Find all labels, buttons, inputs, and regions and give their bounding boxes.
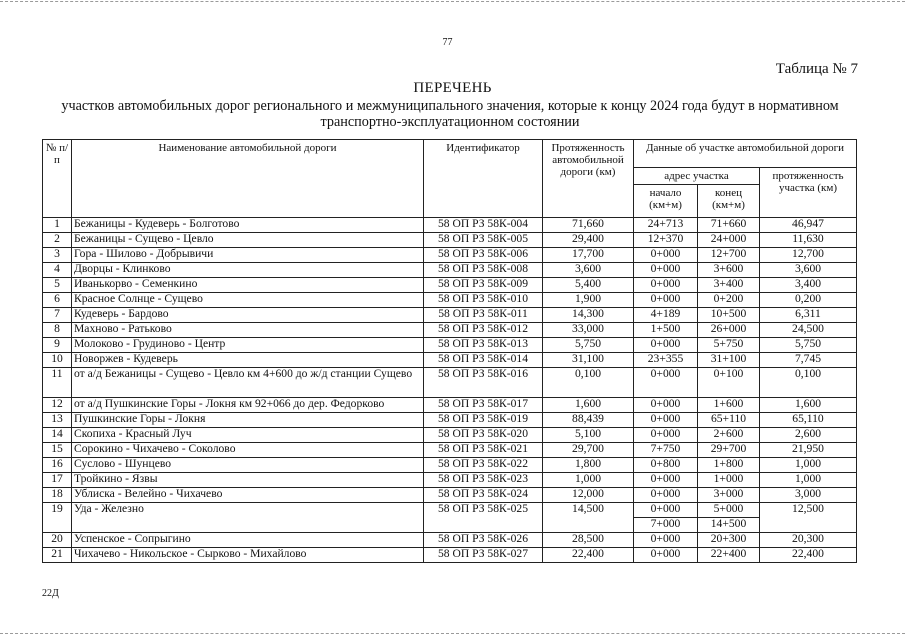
- section-end: 71+660: [698, 218, 760, 233]
- section-end: 3+000: [698, 488, 760, 503]
- row-number: 21: [43, 548, 72, 563]
- table-row: [43, 428, 857, 443]
- road-length: 14,300: [543, 308, 634, 323]
- row-number: 9: [43, 338, 72, 353]
- section-start: 0+000: [634, 278, 698, 293]
- road-length: 1,800: [543, 458, 634, 473]
- header-end: конец (км+м): [698, 185, 760, 218]
- road-identifier: 58 ОП РЗ 58К-024: [424, 488, 543, 503]
- section-length: 12,500: [760, 503, 857, 533]
- road-name: Махново - Ратьково: [72, 323, 424, 338]
- section-length: 2,600: [760, 428, 857, 443]
- section-length: 20,300: [760, 533, 857, 548]
- road-identifier: 58 ОП РЗ 58К-026: [424, 533, 543, 548]
- section-length: 0,100: [760, 368, 857, 398]
- section-start: 0+000: [634, 398, 698, 413]
- road-name: Бежаницы - Кудеверь - Болготово: [72, 218, 424, 233]
- table-row: [43, 323, 857, 338]
- road-name: Гора - Шилово - Добрывичи: [72, 248, 424, 263]
- row-number: 18: [43, 488, 72, 503]
- table-row: [43, 398, 857, 413]
- section-start: 1+500: [634, 323, 698, 338]
- section-end: 26+000: [698, 323, 760, 338]
- section-start: 24+713: [634, 218, 698, 233]
- table-row: [43, 263, 857, 278]
- road-name: Успенское - Сопрыгино: [72, 533, 424, 548]
- roads-table: [42, 139, 857, 563]
- section-end: 10+500: [698, 308, 760, 323]
- row-number: 1: [43, 218, 72, 233]
- road-name: Иванькорво - Семенкино: [72, 278, 424, 293]
- table-row: [43, 533, 857, 548]
- road-name: Кудеверь - Бардово: [72, 308, 424, 323]
- road-length: 3,600: [543, 263, 634, 278]
- road-name: Чихачево - Никольское - Сырково - Михайлово: [72, 548, 424, 563]
- table-row: [43, 218, 857, 233]
- road-name: Уда - Железно: [72, 503, 424, 533]
- row-number: 5: [43, 278, 72, 293]
- section-length: 65,110: [760, 413, 857, 428]
- row-number: 15: [43, 443, 72, 458]
- road-length: 88,439: [543, 413, 634, 428]
- header-road-length: Протяженность автомобильной дороги (км): [543, 140, 634, 218]
- road-identifier: 58 ОП РЗ 58К-019: [424, 413, 543, 428]
- section-end: 31+100: [698, 353, 760, 368]
- road-identifier: 58 ОП РЗ 58К-021: [424, 443, 543, 458]
- section-length: 24,500: [760, 323, 857, 338]
- road-name: Сорокино - Чихачево - Соколово: [72, 443, 424, 458]
- road-length: 5,750: [543, 338, 634, 353]
- row-number: 13: [43, 413, 72, 428]
- header-num: № п/п: [43, 140, 72, 218]
- road-length: 31,100: [543, 353, 634, 368]
- section-start: 4+189: [634, 308, 698, 323]
- document-subtitle: участков автомобильных дорог регионального и межмуниципального значения, которые к концу 2024 года будут в нормативном транспортно-эксплуатационном состоянии: [61, 98, 839, 130]
- table-body: [43, 218, 857, 563]
- road-name: от а/д Бежаницы - Сущево - Цевло км 4+600 до ж/д станции Сущево: [72, 368, 424, 398]
- road-identifier: 58 ОП РЗ 58К-027: [424, 548, 543, 563]
- road-length: 28,500: [543, 533, 634, 548]
- section-end: 3+600: [698, 263, 760, 278]
- row-number: 4: [43, 263, 72, 278]
- road-name: Скопиха - Красный Луч: [72, 428, 424, 443]
- table-row: [43, 278, 857, 293]
- section-end: 3+400: [698, 278, 760, 293]
- road-length: 33,000: [543, 323, 634, 338]
- road-name: Суслово - Шунцево: [72, 458, 424, 473]
- section-length: 3,600: [760, 263, 857, 278]
- road-length: 17,700: [543, 248, 634, 263]
- row-number: 16: [43, 458, 72, 473]
- road-length: 29,700: [543, 443, 634, 458]
- section-start: 0+000: [634, 488, 698, 503]
- section-length: 12,700: [760, 248, 857, 263]
- road-length: 12,000: [543, 488, 634, 503]
- section-end: 5+750: [698, 338, 760, 353]
- section-end: 65+110: [698, 413, 760, 428]
- section-length: 0,200: [760, 293, 857, 308]
- row-number: 2: [43, 233, 72, 248]
- section-start: 0+000: [634, 293, 698, 308]
- row-number: 12: [43, 398, 72, 413]
- road-identifier: 58 ОП РЗ 58К-010: [424, 293, 543, 308]
- section-length: 5,750: [760, 338, 857, 353]
- table-row: [43, 353, 857, 368]
- section-start: 23+355: [634, 353, 698, 368]
- road-name: Дворцы - Клинково: [72, 263, 424, 278]
- section-start: 0+000: [634, 503, 698, 518]
- section-length: 1,000: [760, 473, 857, 488]
- footer-code: 22Д: [42, 588, 59, 599]
- section-end: 1+600: [698, 398, 760, 413]
- section-start: 0+000: [634, 248, 698, 263]
- road-identifier: 58 ОП РЗ 58К-022: [424, 458, 543, 473]
- section-length: 6,311: [760, 308, 857, 323]
- road-name: Ублиска - Велейно - Чихачево: [72, 488, 424, 503]
- section-start: 12+370: [634, 233, 698, 248]
- road-identifier: 58 ОП РЗ 58К-006: [424, 248, 543, 263]
- row-number: 6: [43, 293, 72, 308]
- road-identifier: 58 ОП РЗ 58К-004: [424, 218, 543, 233]
- road-identifier: 58 ОП РЗ 58К-020: [424, 428, 543, 443]
- road-length: 5,100: [543, 428, 634, 443]
- scan-edge-top: [0, 1, 905, 2]
- road-length: 0,100: [543, 368, 634, 398]
- section-start: 0+000: [634, 428, 698, 443]
- row-number: 11: [43, 368, 72, 398]
- section-length: 7,745: [760, 353, 857, 368]
- section-start: 0+000: [634, 533, 698, 548]
- road-identifier: 58 ОП РЗ 58К-005: [424, 233, 543, 248]
- road-identifier: 58 ОП РЗ 58К-014: [424, 353, 543, 368]
- road-name: Красное Солнце - Сущево: [72, 293, 424, 308]
- section-end: 29+700: [698, 443, 760, 458]
- header-identifier: Идентификатор: [424, 140, 543, 218]
- section-start: 0+000: [634, 368, 698, 398]
- section-length: 1,600: [760, 398, 857, 413]
- section-start: 0+000: [634, 413, 698, 428]
- table-row: [43, 503, 857, 518]
- header-road-name: Наименование автомобильной дороги: [72, 140, 424, 218]
- document-title: ПЕРЕЧЕНЬ: [413, 80, 492, 96]
- road-name: Пушкинские Горы - Локня: [72, 413, 424, 428]
- road-name: Бежаницы - Сущево - Цевло: [72, 233, 424, 248]
- road-identifier: 58 ОП РЗ 58К-023: [424, 473, 543, 488]
- road-identifier: 58 ОП РЗ 58К-009: [424, 278, 543, 293]
- road-identifier: 58 ОП РЗ 58К-017: [424, 398, 543, 413]
- section-start: 7+750: [634, 443, 698, 458]
- row-number: 8: [43, 323, 72, 338]
- table-row: [43, 473, 857, 488]
- section-end: 14+500: [698, 518, 760, 533]
- section-end: 5+000: [698, 503, 760, 518]
- table-row: [43, 458, 857, 473]
- table-row: [43, 413, 857, 428]
- section-end: 20+300: [698, 533, 760, 548]
- section-length: 3,000: [760, 488, 857, 503]
- section-end: 0+200: [698, 293, 760, 308]
- table-row: [43, 338, 857, 353]
- road-length: 22,400: [543, 548, 634, 563]
- row-number: 14: [43, 428, 72, 443]
- road-name: от а/д Пушкинские Горы - Локня км 92+066 до дер. Федорково: [72, 398, 424, 413]
- section-end: 1+800: [698, 458, 760, 473]
- table-row: [43, 368, 857, 398]
- section-end: 0+100: [698, 368, 760, 398]
- section-end: 1+000: [698, 473, 760, 488]
- road-length: 29,400: [543, 233, 634, 248]
- road-length: 1,600: [543, 398, 634, 413]
- table-label: Таблица № 7: [775, 61, 858, 77]
- section-end: 22+400: [698, 548, 760, 563]
- page-number: 77: [442, 37, 453, 48]
- section-length: 46,947: [760, 218, 857, 233]
- table-row: [43, 548, 857, 563]
- row-number: 19: [43, 503, 72, 533]
- road-identifier: 58 ОП РЗ 58К-012: [424, 323, 543, 338]
- section-start: 0+800: [634, 458, 698, 473]
- road-identifier: 58 ОП РЗ 58К-011: [424, 308, 543, 323]
- section-start: 0+000: [634, 548, 698, 563]
- road-name: Тройкино - Язвы: [72, 473, 424, 488]
- section-length: 21,950: [760, 443, 857, 458]
- road-identifier: 58 ОП РЗ 58К-025: [424, 503, 543, 533]
- table-row: [43, 443, 857, 458]
- header-section-length: протяженность участка (км): [760, 168, 857, 218]
- header-section-address: адрес участка: [634, 168, 760, 185]
- table-row: [43, 293, 857, 308]
- section-end: 24+000: [698, 233, 760, 248]
- row-number: 3: [43, 248, 72, 263]
- section-start: 7+000: [634, 518, 698, 533]
- road-identifier: 58 ОП РЗ 58К-016: [424, 368, 543, 398]
- table-row: [43, 308, 857, 323]
- row-number: 17: [43, 473, 72, 488]
- scan-edge-bottom: [0, 633, 905, 634]
- road-length: 1,000: [543, 473, 634, 488]
- road-length: 5,400: [543, 278, 634, 293]
- section-length: 11,630: [760, 233, 857, 248]
- section-start: 0+000: [634, 338, 698, 353]
- road-name: Новоржев - Кудеверь: [72, 353, 424, 368]
- road-length: 71,660: [543, 218, 634, 233]
- section-start: 0+000: [634, 473, 698, 488]
- road-identifier: 58 ОП РЗ 58К-008: [424, 263, 543, 278]
- road-length: 1,900: [543, 293, 634, 308]
- table-row: [43, 233, 857, 248]
- header-section-data: Данные об участке автомобильной дороги: [634, 140, 857, 168]
- header-start: начало (км+м): [634, 185, 698, 218]
- row-number: 10: [43, 353, 72, 368]
- table-row: [43, 248, 857, 263]
- section-end: 2+600: [698, 428, 760, 443]
- row-number: 7: [43, 308, 72, 323]
- table-row: [43, 488, 857, 503]
- road-length: 14,500: [543, 503, 634, 533]
- road-name: Молоково - Грудиново - Центр: [72, 338, 424, 353]
- section-length: 3,400: [760, 278, 857, 293]
- section-start: 0+000: [634, 263, 698, 278]
- section-length: 1,000: [760, 458, 857, 473]
- section-end: 12+700: [698, 248, 760, 263]
- row-number: 20: [43, 533, 72, 548]
- road-identifier: 58 ОП РЗ 58К-013: [424, 338, 543, 353]
- section-length: 22,400: [760, 548, 857, 563]
